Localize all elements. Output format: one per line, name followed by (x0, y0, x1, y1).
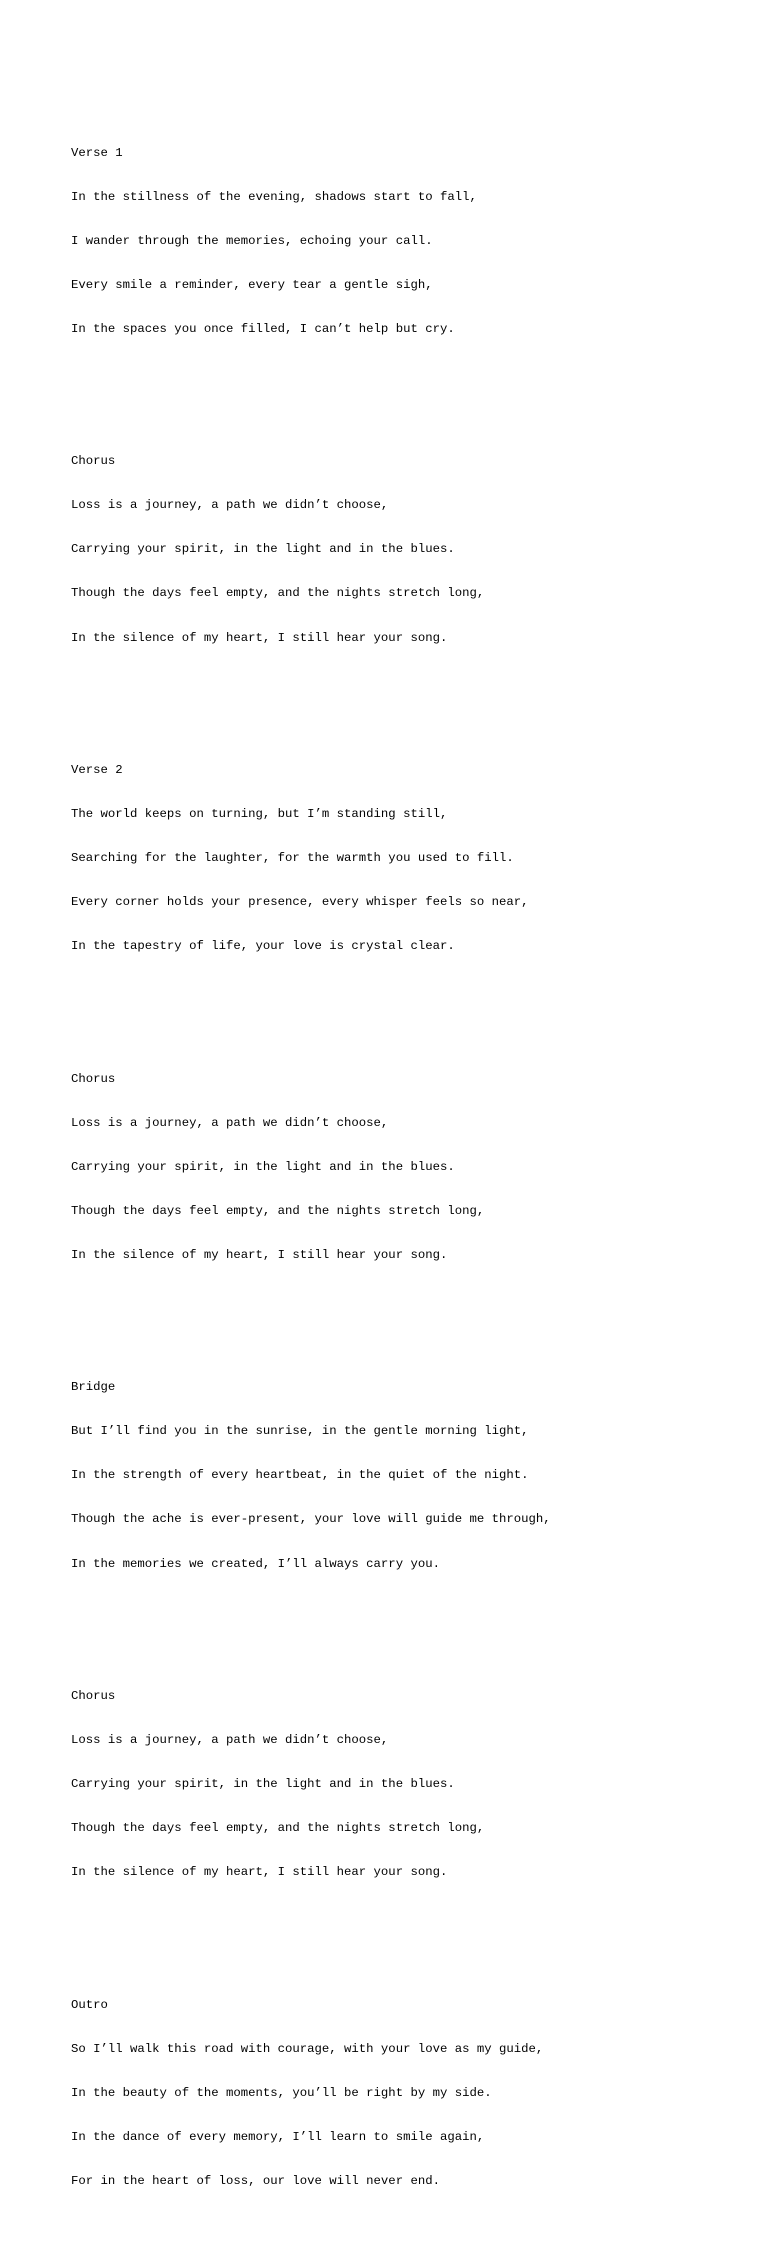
section-bridge (71, 1351, 751, 1601)
lyric-line: In the beauty of the moments, you’ll be right by my side. (71, 2085, 492, 2100)
lyric-line: For in the heart of loss, our love will never end. (71, 2173, 440, 2188)
lyric-line: In the dance of every memory, I’ll learn to smile again, (71, 2129, 485, 2144)
section-chorus-1 (71, 425, 751, 675)
lyric-line: I wander through the memories, echoing your call. (71, 233, 433, 248)
section-chorus-2 (71, 1042, 751, 1292)
section-heading: Outro (71, 1997, 108, 2012)
lyric-line: Carrying your spirit, in the light and in the blues. (71, 1777, 455, 1792)
section-chorus-3 (71, 1659, 751, 1909)
section-heading: Chorus (71, 1688, 116, 1703)
lyric-line: In the spaces you once filled, I can’t help but cry. (71, 321, 455, 336)
lyric-line: Loss is a journey, a path we didn’t choose, (71, 1115, 389, 1130)
section-heading: Verse 2 (71, 762, 123, 777)
section-verse-1 (71, 116, 751, 366)
lyric-line: Though the days feel empty, and the nights stretch long, (71, 586, 485, 601)
lyrics-document (71, 72, 751, 2262)
section-heading: Verse 1 (71, 145, 123, 160)
lyric-line: Every smile a reminder, every tear a gentle sigh, (71, 277, 433, 292)
lyric-line: But I’ll find you in the sunrise, in the gentle morning light, (71, 1424, 529, 1439)
section-heading: Chorus (71, 454, 116, 469)
lyric-line: Though the days feel empty, and the nights stretch long, (71, 1821, 485, 1836)
lyric-line: Though the days feel empty, and the nights stretch long, (71, 1203, 485, 1218)
section-outro (71, 1968, 751, 2218)
section-heading: Chorus (71, 1071, 116, 1086)
lyric-line: Loss is a journey, a path we didn’t choose, (71, 1732, 389, 1747)
lyric-line: Every corner holds your presence, every whisper feels so near, (71, 895, 529, 910)
lyric-line: Searching for the laughter, for the warmth you used to fill. (71, 851, 514, 866)
lyric-line: Loss is a journey, a path we didn’t choose, (71, 498, 389, 513)
lyric-line: In the memories we created, I’ll always carry you. (71, 1556, 440, 1571)
lyric-line: The world keeps on turning, but I’m standing still, (71, 806, 448, 821)
lyric-line: Though the ache is ever-present, your love will guide me through, (71, 1512, 551, 1527)
lyric-line: Carrying your spirit, in the light and in the blues. (71, 1159, 455, 1174)
lyric-line: In the silence of my heart, I still hear your song. (71, 630, 448, 645)
lyric-line: Carrying your spirit, in the light and in the blues. (71, 542, 455, 557)
section-heading: Bridge (71, 1380, 116, 1395)
lyric-line: In the silence of my heart, I still hear your song. (71, 1865, 448, 1880)
section-verse-2 (71, 733, 751, 983)
lyric-line: In the stillness of the evening, shadows start to fall, (71, 189, 477, 204)
lyric-line: In the tapestry of life, your love is crystal clear. (71, 939, 455, 954)
lyric-line: In the strength of every heartbeat, in the quiet of the night. (71, 1468, 529, 1483)
lyric-line: So I’ll walk this road with courage, with your love as my guide, (71, 2041, 544, 2056)
lyric-line: In the silence of my heart, I still hear your song. (71, 1247, 448, 1262)
